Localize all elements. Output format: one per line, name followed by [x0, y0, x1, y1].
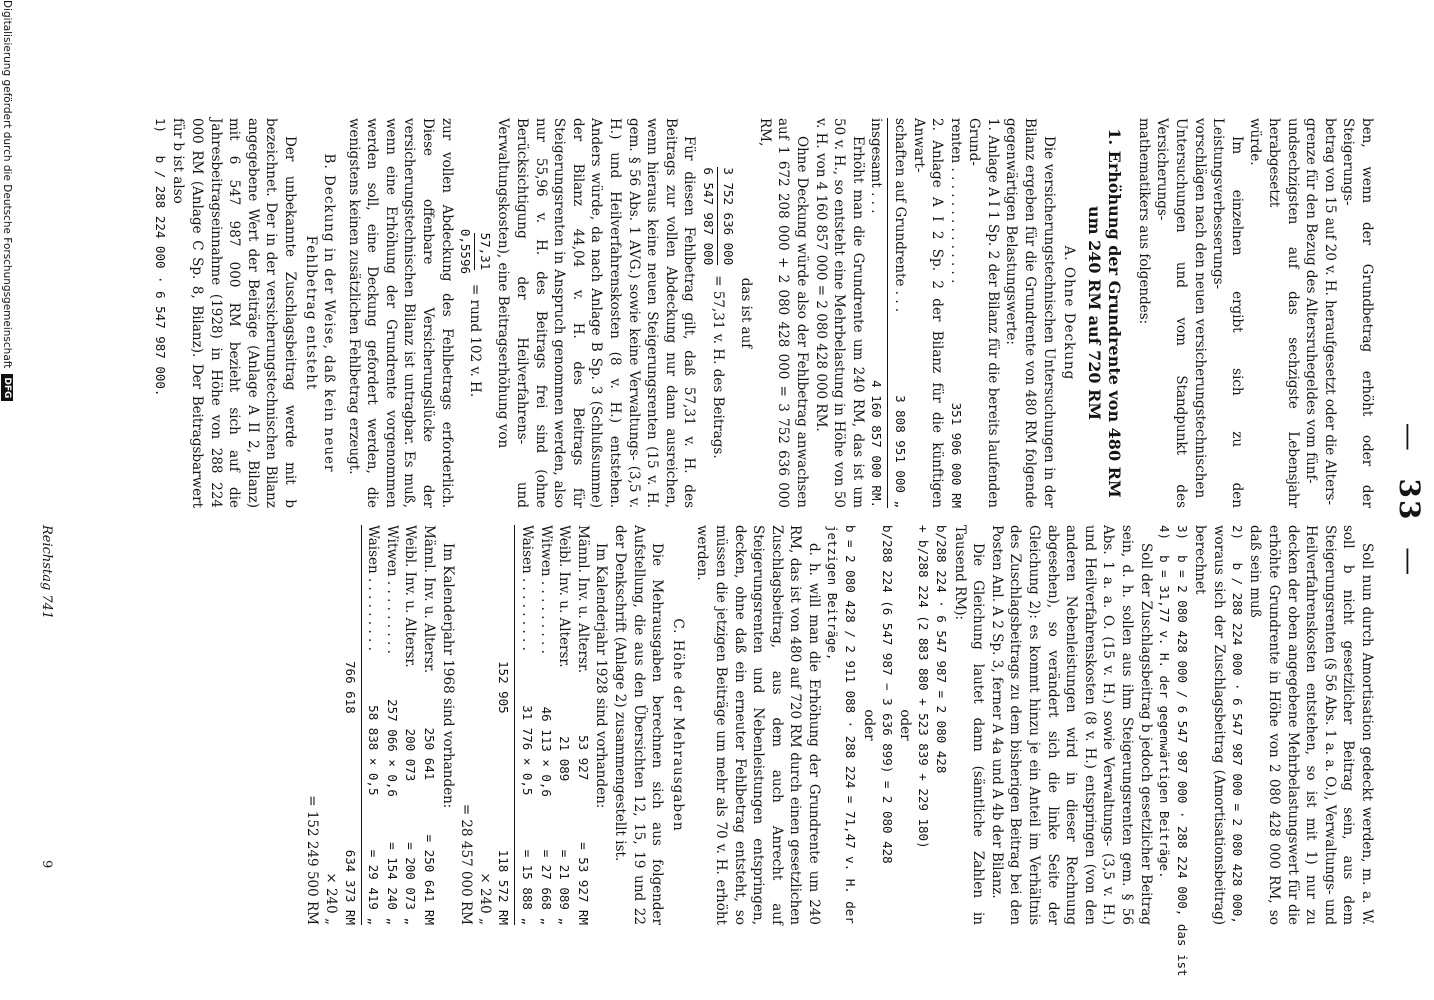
item-1-tail: renten . . . . . . . . . . . . . . [947, 118, 964, 284]
paragraph: d. h. will man die Erhöhung der Grundrente um 240 RM, das ist von 480 auf 720 RM durch einen gesetzlichen Zuschlagsbeitrag, aus dem auch Anrecht auf Steigerungsrenten und Nebenleistungen entspringen, decken, ohne daß ein erneuter Fehlbetrag entsteht, so müssen die jetzigen Beiträge um mehr als 70 v. H. erhöht werden. [694, 525, 822, 925]
table-row [419, 525, 438, 925]
item-2-value: 3 808 951 000 „ [892, 395, 908, 508]
item-2-label: 2. Anlage A I 2 Sp. 2 der Bilanz für die künftigen Anwart- [910, 118, 946, 508]
intro-line: grenze für den Bezug des Altersruhegeldes vom fünf- [1303, 118, 1320, 484]
row-count: 31 776 × 0,5 [520, 705, 536, 796]
intro-line: mathematikers aus folgendes: [1135, 118, 1152, 325]
table-row [573, 525, 592, 925]
total-value: 4 160 857 000 RM. [869, 380, 885, 508]
row-count: 58 838 × 0,5 [366, 705, 382, 796]
row-count: 53 927 [575, 735, 591, 781]
row-label: Männl. Inv. u. Altersr. [421, 525, 438, 674]
row-count: 250 641 [422, 727, 438, 781]
row-result: = 250 641 RM [422, 834, 438, 925]
paragraph: Ohne Deckung würde also der Fehlbetrag anwachsen auf 1 672 208 000 + 2 080 428 000 = 3 752 636 000 RM, [756, 118, 810, 508]
paragraph: Die Gleichung lautet dann (sämtliche Zahlen in Tausend RM): [951, 525, 987, 925]
intro-line: betrag von 15 auf 20 v. H. heraufgesetzt oder die Alters- [1321, 118, 1338, 506]
row-result: = 29 419 „ [366, 849, 382, 925]
intro-line: würde. [1247, 118, 1264, 166]
row-label: Weibl. Inv. u. Altersr. [556, 525, 573, 668]
divider [887, 118, 888, 508]
text-column-1 [151, 118, 1376, 508]
equation-6: b/288 224 (6 547 987 − 3 636 899) = 2 080 428 [879, 525, 895, 864]
divider [514, 525, 515, 925]
intro-line: Im einzelnen ergibt sich zu den Leistungsverbesserungs- [1210, 118, 1245, 508]
header-dash-right: — [1393, 547, 1426, 578]
intro-line: ben, wenn der Grundbetrag erhöht oder der Steigerungs- [1340, 118, 1375, 508]
footer-signature: Reichstag 741 [39, 525, 54, 620]
fraction-denominator: 6 547 987 000 [701, 167, 716, 266]
equation-7: b = 2 080 428 / 2 911 088 · 288 224 = 71,47 v. H. der jetzigen Beiträge, [824, 525, 858, 924]
item-2-tail: schaften auf Grundrente . . . [891, 118, 908, 313]
intro-line: undsechzigsten auf das sechzigste Lebensjahr herabgesetzt [1266, 118, 1301, 508]
digitization-credit [0, 0, 14, 1000]
digitization-credit-text [0, 0, 14, 1000]
item-1-row [946, 118, 965, 508]
text-column-2 [303, 525, 1376, 977]
paragraph: Im Kalenderjahr 1968 sind vorhanden: [439, 543, 456, 809]
multiplier: × 240 „ [476, 872, 493, 925]
total-1928: = 28 457 000 RM [458, 803, 475, 925]
equation-4: 4) b = 31,77 v. H. der gegenwärtigen Beiträge. [1156, 525, 1172, 879]
table-1928 [457, 525, 592, 925]
paragraph: Im Kalenderjahr 1928 sind vorhanden: [593, 543, 610, 809]
sum-result: 118 572 RM [496, 849, 512, 925]
oder-label: oder [860, 709, 877, 741]
fraction-denominator: 0,5596 [458, 228, 474, 275]
fraction-numerator: 3 752 636 000 [717, 167, 737, 265]
das-ist-auf: das ist auf [738, 277, 755, 349]
table-row [517, 525, 536, 925]
intro-line: Untersuchungen und vom Standpunkt des Versicherungs- [1154, 118, 1190, 508]
header-dash-left: — [1393, 422, 1426, 453]
paragraph: Der unbekannte Zuschlagsbeitrag werde mit b bezeichnet. Der in der versicherungstechnischen Bilanz angegebene Wert der Beiträge (Anlage A II 2, Bilanz) mit 6 547 987 000 RM bezieht sich auf die Jahresbeitragseinnahme (1928) in Höhe von 288 224 000 RM (Anlage C Sp. 8, Bilanz). Der Beitragsbarwert für b ist also [170, 118, 298, 508]
item-1-value: 351 906 000 RM [948, 402, 964, 508]
row-label: Weibl. Inv. u. Altersr. [402, 525, 419, 668]
footer-sheet-number: 9 [39, 860, 54, 869]
item-1-label: 1. Anlage A I 1 Sp. 2 der Bilanz für die bereits laufenden Grund- [966, 118, 1001, 508]
page-header [1393, 0, 1426, 1000]
subheading-b: B. Deckung in der Weise, daß kein neuer Fehlbetrag entsteht [302, 153, 338, 473]
equation-3: 3) b = 2 080 428 000 / 6 547 987 000 · 288 224 000, das ist [1174, 525, 1190, 977]
row-result: = 200 073 „ [403, 842, 419, 925]
sum-count: 152 905 [496, 661, 512, 714]
table-row [364, 525, 383, 925]
row-result: = 27 668 „ [538, 849, 554, 925]
fraction-result: = rund 102 v. H. [467, 284, 484, 398]
row-result: = 53 927 RM [575, 842, 591, 925]
fraction-result: = 57,31 v. H. des Beitrags. [709, 275, 726, 459]
fraction-row-2 [456, 118, 494, 508]
intro-line: vorschlägen nach den neuen versicherungstechnischen [1191, 118, 1208, 499]
subheading-a: A. Ohne Deckung [1061, 245, 1078, 381]
table-row [536, 525, 555, 925]
fraction-numerator: 57,31 [474, 233, 494, 271]
table-row [401, 525, 420, 925]
fraction-row [698, 118, 736, 508]
row-label: Witwen . . . . . . . . . [383, 525, 400, 654]
row-count: 21 089 [557, 736, 573, 782]
paragraph: woraus sich der Zuschlagsbeitrag (Amortisationsbeitrag) berechnet [1192, 525, 1227, 925]
page-number: 33 [1393, 478, 1426, 522]
total-label: insgesamt . . . [868, 118, 885, 214]
equation-2: 2) b / 288 224 000 · 6 547 987 000 = 2 080 428 000, [1229, 525, 1245, 924]
fraction [456, 229, 494, 274]
row-label: Witwen . . . . . . . . . [537, 525, 554, 654]
paragraph: Soll der Zuschlagsbeitrag b jedoch gesetzlicher Beitrag sein, d. h. sollen aus ihm Steigerungsrenten gem. § 56 Abs. 1 a. a. O. (15 v. H.) sowie Verwaltungs- (3,5 v. H.) und Heilverfahrenskosten (8 v. H.) entspringen (von den anderen Nebenleistungen wird in dieser Rechnung abgesehen), so verändert sich die linke Seite der Gleichung 2): es kommt hinzu je ein Anteil im Verhältnis des Zuschlagsbeitrags zu dem bisherigen Beitrag bei den Posten Anl. A 2 Sp. 3, ferner A 4a und A 4b der Bilanz. [988, 525, 1154, 925]
sum-row [340, 525, 359, 925]
row-label: Männl. Inv. u. Altersr. [574, 525, 591, 674]
paragraph: Erhöht man die Grundrente um 240 RM, das ist um 50 v. H., so entsteht eine Mehrbelastung in Höhe von 50 v. H. von 4 160 857 000 = 2 080 428 000 RM. [812, 118, 866, 508]
equation-5b: + b/288 224 (2 883 880 + 523 839 + 229 180) [916, 525, 932, 849]
sum-count: 766 618 [342, 661, 358, 714]
table-row [382, 525, 401, 925]
equation-1: 1) b / 288 224 000 · 6 547 987 000. [152, 118, 168, 397]
row-label: Waisen . . . . . . . . . [519, 525, 536, 651]
equation-5: b/288 224 · 6 547 987 = 2 080 428 [934, 525, 950, 774]
dfg-logo: DFG [1, 374, 13, 401]
subheading-c: C. Höhe der Mehrausgaben [669, 618, 686, 832]
paragraph: zur vollen Abdeckung des Fehlbetrags erforderlich. Diese offenbare Versicherungslücke der versicherungstechnischen Bilanz ist untragbar. Es muß, wenn eine Erhöhung der Grundrente vorgenommen werden soll, eine Deckung gefordert werden, die wenigstens keinen zusätzlichen Fehlbetrag erzeugt. [345, 118, 455, 508]
total-1968: = 152 249 500 RM [304, 795, 321, 925]
sum-result: 634 373 RM [342, 849, 358, 925]
multiplier: × 240 „ [323, 872, 340, 925]
paragraph: Die Mehrausgaben berechnen sich aus folgender Aufstellung, die aus den Übersichten 12, 15, 19 und 22 der Denkschrift (Anlage 2) zusammengestellt ist. [612, 525, 666, 925]
section-heading: 1. Erhöhung der Grundrente von 480 RM um 240 RM auf 720 RM [1085, 128, 1125, 498]
row-result: = 15 888 „ [520, 849, 536, 925]
row-result: = 21 089 „ [557, 849, 573, 925]
row-result: = 154 240 „ [384, 842, 400, 925]
row-label: Waisen . . . . . . . . . [365, 525, 382, 651]
item-2-row [890, 118, 909, 508]
credit-text: Digitalisierung gefördert durch die Deutsche Forschungsgemeinschaft [1, 0, 13, 369]
paragraph: Soll nun durch Amortisation gedeckt werden, m. a. W. soll b nicht gesetzlicher Beitrag sein, aus dem Steigerungsrenten (§ 56 Abs. 1 a. a. O.), Verwaltungs- und Heilverfahrenskosten entstehen, so ist mit 1) nur zu decken der oben angegebene Mehrbelastungswert für die erhöhte Grundrente in Höhe von 2 080 428 000 RM, so daß sein muß [1247, 525, 1375, 925]
row-count: 200 073 [403, 728, 419, 782]
paragraph: Für diesen Fehlbetrag gilt, daß 57,31 v. H. des Beitrags zur vollen Abdeckung nur dann ausreichen, wenn hieraus keine neuen Steigerungsrenten (15 v. H. gem. § 56 Abs. 1 AVG.) sowie keine Verwaltungs- (3,5 v. H.) und Heilverfahrenskosten (8 v. H.) entstehen. Anders würde, da nach Anlage B Sp. 3 (Schlußsumme) der Bilanz 44,04 v. H. des Beitrags für Steigerungsrenten in Anspruch genommen werden, also nur 55,96 v. H. des Beitrags frei sind (ohne Berücksichtigung der Heilverfahrens- und Verwaltungskosten), eine Beitragserhöhung von [495, 118, 698, 508]
row-count: 257 066 × 0,6 [384, 699, 400, 797]
row-count: 46 113 × 0,6 [538, 706, 554, 797]
table-row [555, 525, 574, 925]
paragraph: Die versicherungstechnischen Untersuchungen in der Bilanz ergeben für die Grundrente von 480 RM folgende gegenwärtigen Belastungswerte: [1003, 118, 1057, 508]
divider [361, 525, 362, 925]
sum-row [494, 525, 513, 925]
fraction [698, 167, 736, 265]
total-row [867, 118, 886, 508]
table-1968 [303, 525, 438, 925]
oder-label: oder [897, 709, 914, 741]
